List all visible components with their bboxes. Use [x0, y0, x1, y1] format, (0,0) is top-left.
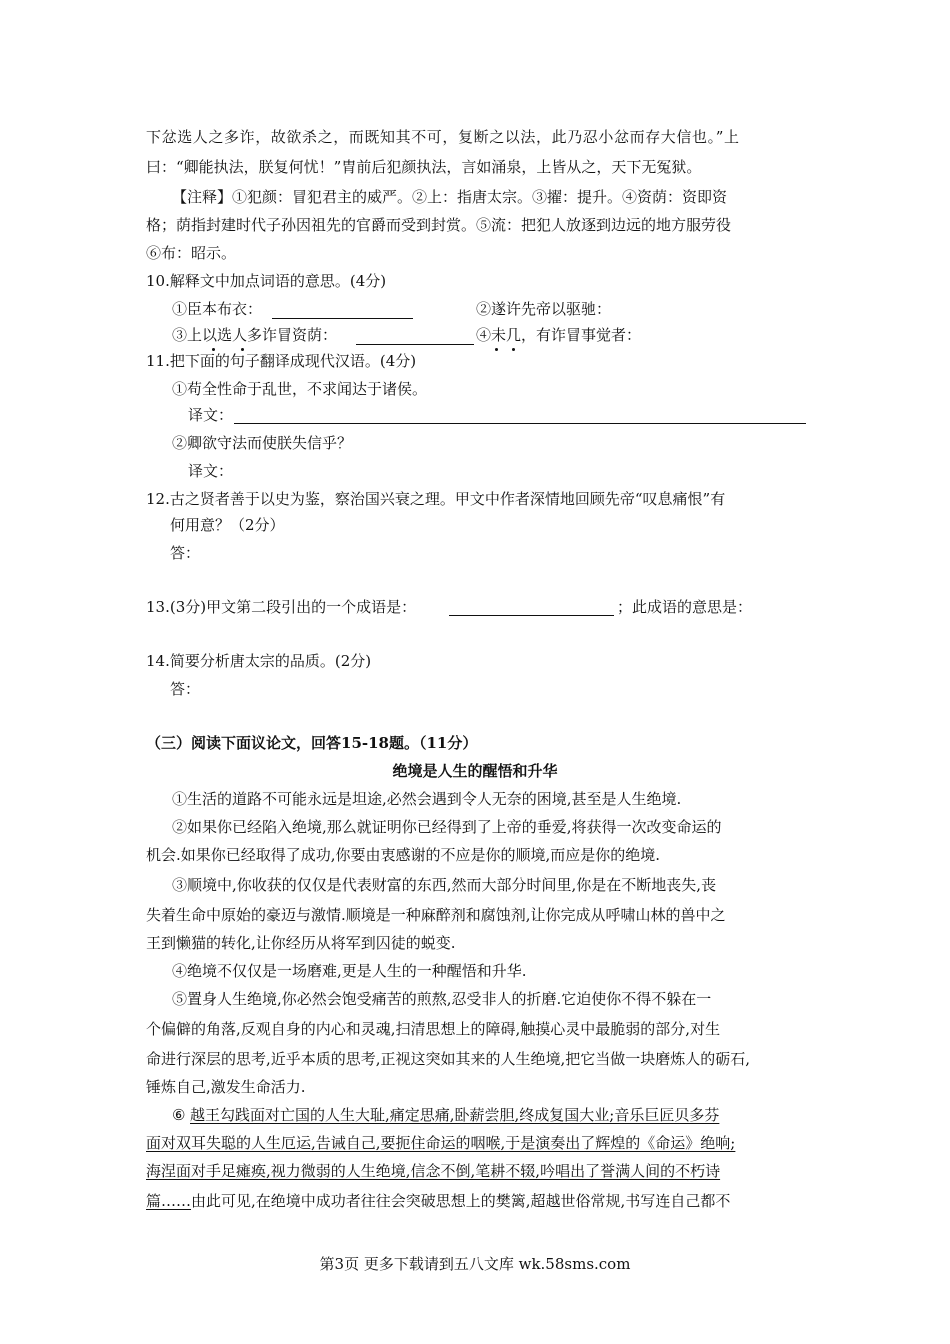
q11-translation-label-2: 译文：: [188, 462, 234, 480]
q14-answer-label: 答：: [170, 680, 201, 698]
essay-paragraph-6-cont: 面对双耳失聪的人生厄运,告诫自己,要扼住命运的咽喉,于是演奏出了辉煌的《命运》绝响;: [146, 1134, 736, 1152]
section-heading: （三）阅读下面议论文，回答15-18题。（11分）: [146, 734, 478, 752]
essay-paragraph-5-cont: 锤炼自己,激发生命活力.: [146, 1078, 306, 1096]
q10-answer-line-1[interactable]: [272, 318, 413, 319]
q10-item-4: ④未几，有诈冒事觉者：: [476, 326, 642, 344]
q10-answer-line-3[interactable]: [356, 344, 474, 345]
essay-paragraph-4: ④绝境不仅仅是一场磨难,更是人生的一种醒悟和升华.: [172, 962, 527, 980]
q11-sentence-1: ①苟全性命于乱世，不求闻达于诸侯。: [172, 380, 428, 398]
essay-paragraph-1: ①生活的道路不可能永远是坦途,必然会遇到令人无奈的困境,甚至是人生绝境.: [172, 790, 682, 808]
question-12-stem-cont: 何用意？（2分）: [170, 516, 285, 534]
essay-paragraph-6-cont: [146, 1190, 730, 1212]
q11-answer-line-1[interactable]: [234, 423, 806, 424]
emphasis-dot: [512, 348, 515, 351]
essay-paragraph-5-cont: 个偏僻的角落,反观自身的内心和灵魂,扫清思想上的障碍,触摸心灵中最脆弱的部分,对生: [146, 1020, 721, 1038]
notes-line: 格；荫指封建时代子孙因祖先的官爵而受到封赏。⑤流：把犯人放逐到边远的地方服劳役: [146, 216, 732, 234]
q11-sentence-2: ②卿欲守法而使朕失信乎？: [172, 434, 353, 452]
essay-paragraph-5-cont: 命进行深层的思考,近乎本质的思考,正视这突如其来的人生绝境,把它当做一块磨炼人的砺石,: [146, 1050, 751, 1068]
essay-paragraph-6-cont: 海涅面对手足瘫痪,视力微弱的人生绝境,信念不倒,笔耕不辍,吟唱出了誉满人间的不朽诗: [146, 1162, 721, 1180]
essay-text: 由此可见,在绝境中成功者往往会突破思想上的樊篱,超越世俗常规,书写连自己都不: [191, 1192, 731, 1210]
emphasis-dot: [495, 348, 498, 351]
notes-line: 【注释】①犯颜：冒犯君主的威严。②上：指唐太宗。③擢：提升。④资荫：资即资: [172, 188, 728, 206]
q11-translation-label-1: 译文：: [188, 406, 234, 424]
q10-item-3: ③上以选人多诈冒资荫：: [172, 326, 338, 344]
essay-paragraph-6: 越王勾践面对亡国的人生大耻,痛定思痛,卧薪尝胆,终成复国大业;音乐巨匠贝多芬: [190, 1106, 720, 1124]
essay-paragraph-3-cont: 王到懒猫的转化,让你经历从将军到囚徒的蜕变.: [146, 934, 456, 952]
q13-answer-line[interactable]: [449, 615, 614, 616]
essay-paragraph-2-cont: 机会.如果你已经取得了成功,你要由衷感谢的不应是你的顺境,而应是你的绝境.: [146, 846, 661, 864]
passage-line: 曰：“卿能执法，朕复何忧！”胄前后犯颜执法，言如涌泉，上皆从之，天下无冤狱。: [146, 158, 702, 176]
question-13-stem-cont: ；此成语的意思是：: [617, 598, 753, 616]
essay-paragraph-3: ③顺境中,你收获的仅仅是代表财富的东西,然而大部分时间里,你是在不断地丧失,丧: [172, 876, 717, 894]
notes-line: ⑥布：昭示。: [146, 244, 237, 262]
question-12-stem: 12.古之贤者善于以史为鉴，察治国兴衰之理。甲文中作者深情地回顾先帝“叹息痛恨”有: [146, 490, 726, 508]
question-14-stem: 14.简要分析唐太宗的品质。(2分): [146, 652, 372, 670]
question-13-stem: 13.(3分)甲文第二段引出的一个成语是：: [146, 598, 417, 616]
passage-line: 下忿选人之多诈，故欲杀之，而既知其不可，复断之以法，此乃忍小忿而存大信也。”上: [146, 128, 740, 146]
paragraph-number: ⑥: [172, 1106, 186, 1124]
page-footer: 第3页 更多下载请到五八文库 wk.58sms.com: [319, 1255, 631, 1273]
essay-paragraph-5: ⑤置身人生绝境,你必然会饱受痛苦的煎熬,忍受非人的折磨.它迫使你不得不躲在一: [172, 990, 712, 1008]
question-10-stem: 10.解释文中加点词语的意思。(4分): [146, 272, 387, 290]
q10-item-1: ①臣本布衣：: [172, 300, 263, 318]
essay-paragraph-3-cont: 失着生命中原始的豪迈与激情.顺境是一种麻醉剂和腐蚀剂,让你完成从呼啸山林的兽中之: [146, 906, 726, 924]
question-11-stem: 11.把下面的句子翻译成现代汉语。(4分): [146, 352, 417, 370]
q12-answer-label: 答：: [170, 544, 201, 562]
essay-title: 绝境是人生的醒悟和升华: [392, 762, 558, 780]
underlined-text: 篇……: [146, 1192, 192, 1210]
essay-paragraph-2: ②如果你已经陷入绝境,那么就证明你已经得到了上帝的垂爱,将获得一次改变命运的: [172, 818, 722, 836]
q10-item-2: ②遂许先帝以驱驰：: [476, 300, 612, 318]
